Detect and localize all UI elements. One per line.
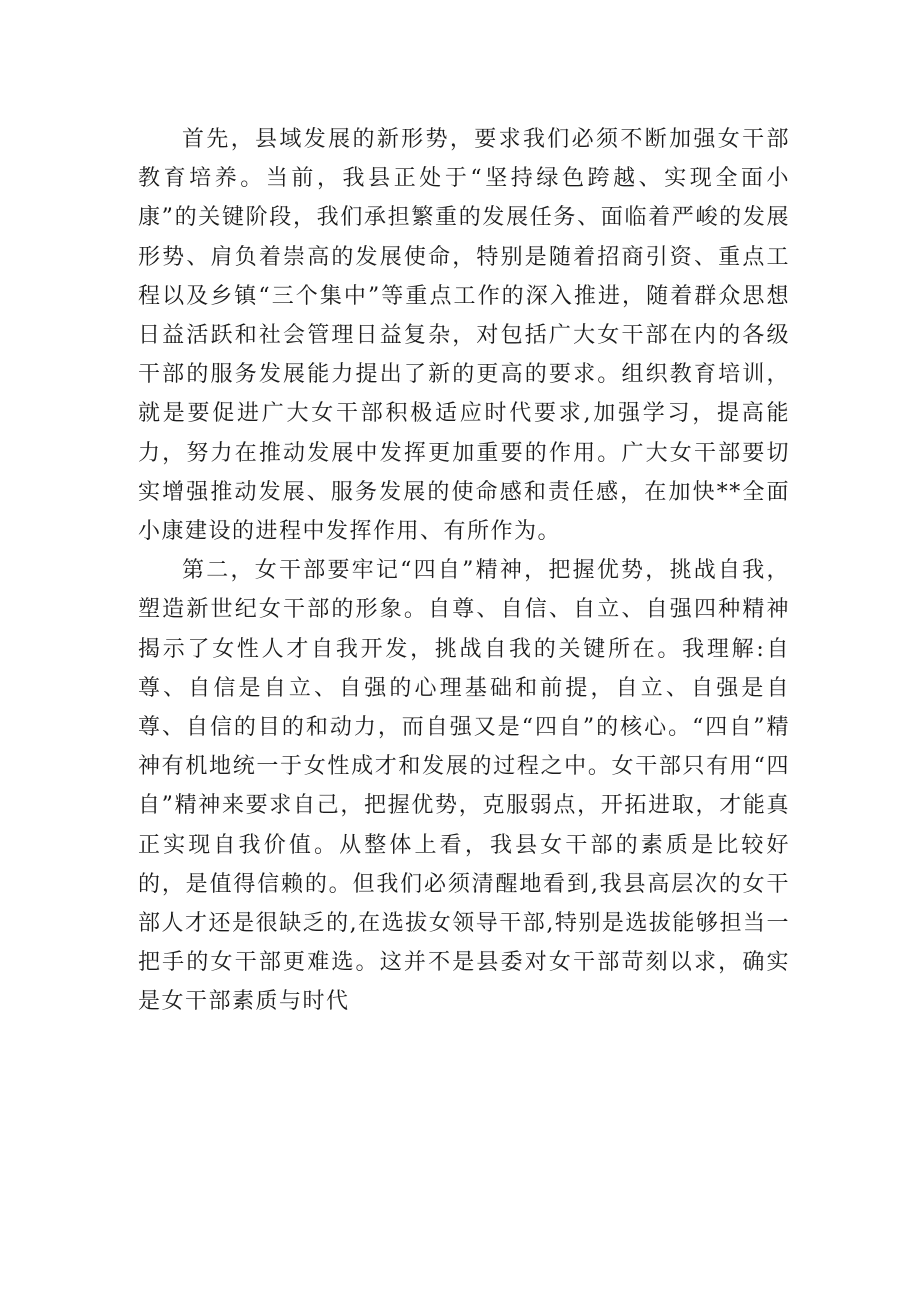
paragraph-second: 第二，女干部要牢记“四自”精神，把握优势，挑战自我，塑造新世纪女干部的形象。自尊、自信、自立、自强四种精神揭示了女性人才自我开发，挑战自我的关键所在。我理解:自尊、自信是自立、自强的心理基础和前提，自立、自强是自尊、自信的目的和动力，而自强又是“四自”的核心。“四自”精神有机地统一于女性成才和发展的过程之中。女干部只有用“四自”精神来要求自己，把握优势，克服弱点，开拓进取，才能真正实现自我价值。从整体上看，我县女干部的素质是比较好的，是值得信赖的。但我们必须清醒地看到,我县高层次的女干部人才还是很缺乏的,在选拔女领导干部,特别是选拔能够担当一把手的女干部更难选。这并不是县委对女干部苛刻以求，确实是女干部素质与时代 — [138, 558, 790, 1015]
paragraph-first: 首先，县域发展的新形势，要求我们必须不断加强女干部教育培养。当前，我县正处于“坚持绿色跨越、实现全面小康”的关键阶段，我们承担繁重的发展任务、面临着严峻的发展形势、肩负着崇高的发展使命，特别是随着招商引资、重点工程以及乡镇“三个集中”等重点工作的深入推进，随着群众思想日益活跃和社会管理日益复杂，对包括广大女干部在内的各级干部的服务发展能力提出了新的更高的要求。组织教育培训，就是要促进广大女干部积极适应时代要求,加强学习，提高能力，努力在推动发展中发挥更加重要的作用。广大女干部要切实增强推动发展、服务发展的使命感和责任感，在加快**全面小康建设的进程中发挥作用、有所作为。 — [138, 127, 790, 545]
document-page — [138, 120, 790, 1022]
